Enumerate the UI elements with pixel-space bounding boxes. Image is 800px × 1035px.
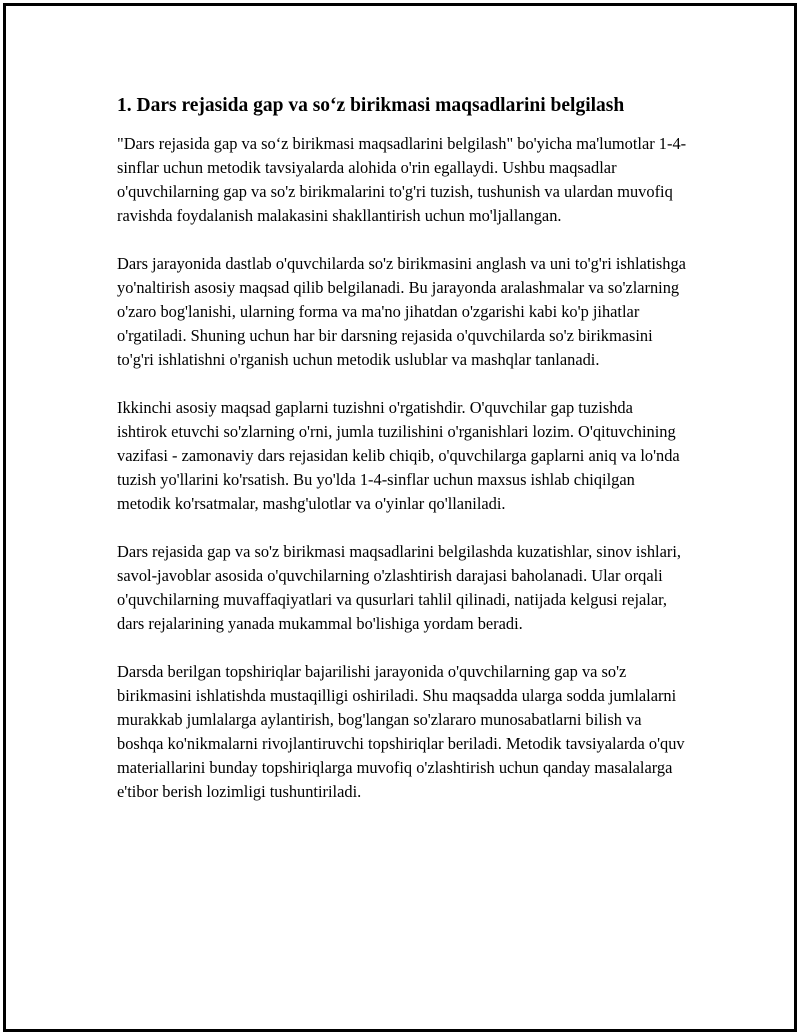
paragraph-5: Darsda berilgan topshiriqlar bajarilishi jarayonida o'quvchilarning gap va so'z birikmasini ishlatishda mustaqilligi oshiriladi. Shu maqsadda ularga sodda jumlalarni murakkab jumlalarga aylantirish, bog'langan so'zlararo munosabatlarni bilish va boshqa ko'nikmalarni rivojlantiruvchi topshiriqlar beriladi. Metodik tavsiyalarda o'quv materiallarini bunday topshiriqlarga muvofiq o'zlashtirish uchun qanday masalalarga e'tibor berish lozimligi tushuntiriladi. — [117, 662, 685, 801]
document-body — [117, 94, 687, 828]
paragraph-1: "Dars rejasida gap va so‘z birikmasi maqsadlarini belgilash" bo'yicha ma'lumotlar 1-4-sinflar uchun metodik tavsiyalarda alohida o'rin egallaydi. Ushbu maqsadlar o'quvchilarning gap va so'z birikmalarini to'g'ri tuzish, tushunish va ulardan muvofiq ravishda foydalanish malakasini shakllantirish uchun mo'ljallangan. — [117, 134, 687, 225]
paragraph-3: Ikkinchi asosiy maqsad gaplarni tuzishni o'rgatishdir. O'quvchilar gap tuzishda ishtirok etuvchi so'zlarning o'rni, jumla tuzilishini o'rganishlari lozim. O'qituvchining vazifasi - zamonaviy dars rejasidan kelib chiqib, o'quvchilarga gaplarni aniq va lo'nda tuzish yo'llarini ko'rsatish. Bu yo'lda 1-4-sinflar uchun maxsus ishlab chiqilgan metodik ko'rsatmalar, mashg'ulotlar va o'yinlar qo'llaniladi. — [117, 398, 680, 513]
paragraph-2: Dars jarayonida dastlab o'quvchilarda so'z birikmasini anglash va uni to'g'ri ishlatishga yo'naltirish asosiy maqsad qilib belgilanadi. Bu jarayonda aralashmalar va so'zlarning o'zaro bog'lanishi, ularning forma va ma'no jihatdan o'zgarishi kabi ko'p jihatlar o'rgatiladi. Shuning uchun har bir darsning rejasida o'quvchilarda so'z birikmasini to'g'ri ishlatishni o'rganish uchun metodik uslublar va mashqlar tanlanadi. — [117, 254, 686, 369]
paragraph-4: Dars rejasida gap va so'z birikmasi maqsadlarini belgilashda kuzatishlar, sinov ishlari, savol-javoblar asosida o'quvchilarning o'zlashtirish darajasi baholanadi. Ular orqali o'quvchilarning muvaffaqiyatlari va qusurlari tahlil qilinadi, natijada kelgusi rejalar, dars rejalarining yanada mukammal bo'lishiga yordam beradi. — [117, 542, 681, 633]
section-heading: 1. Dars rejasida gap va so‘z birikmasi maqsadlarini belgilash — [117, 95, 625, 116]
